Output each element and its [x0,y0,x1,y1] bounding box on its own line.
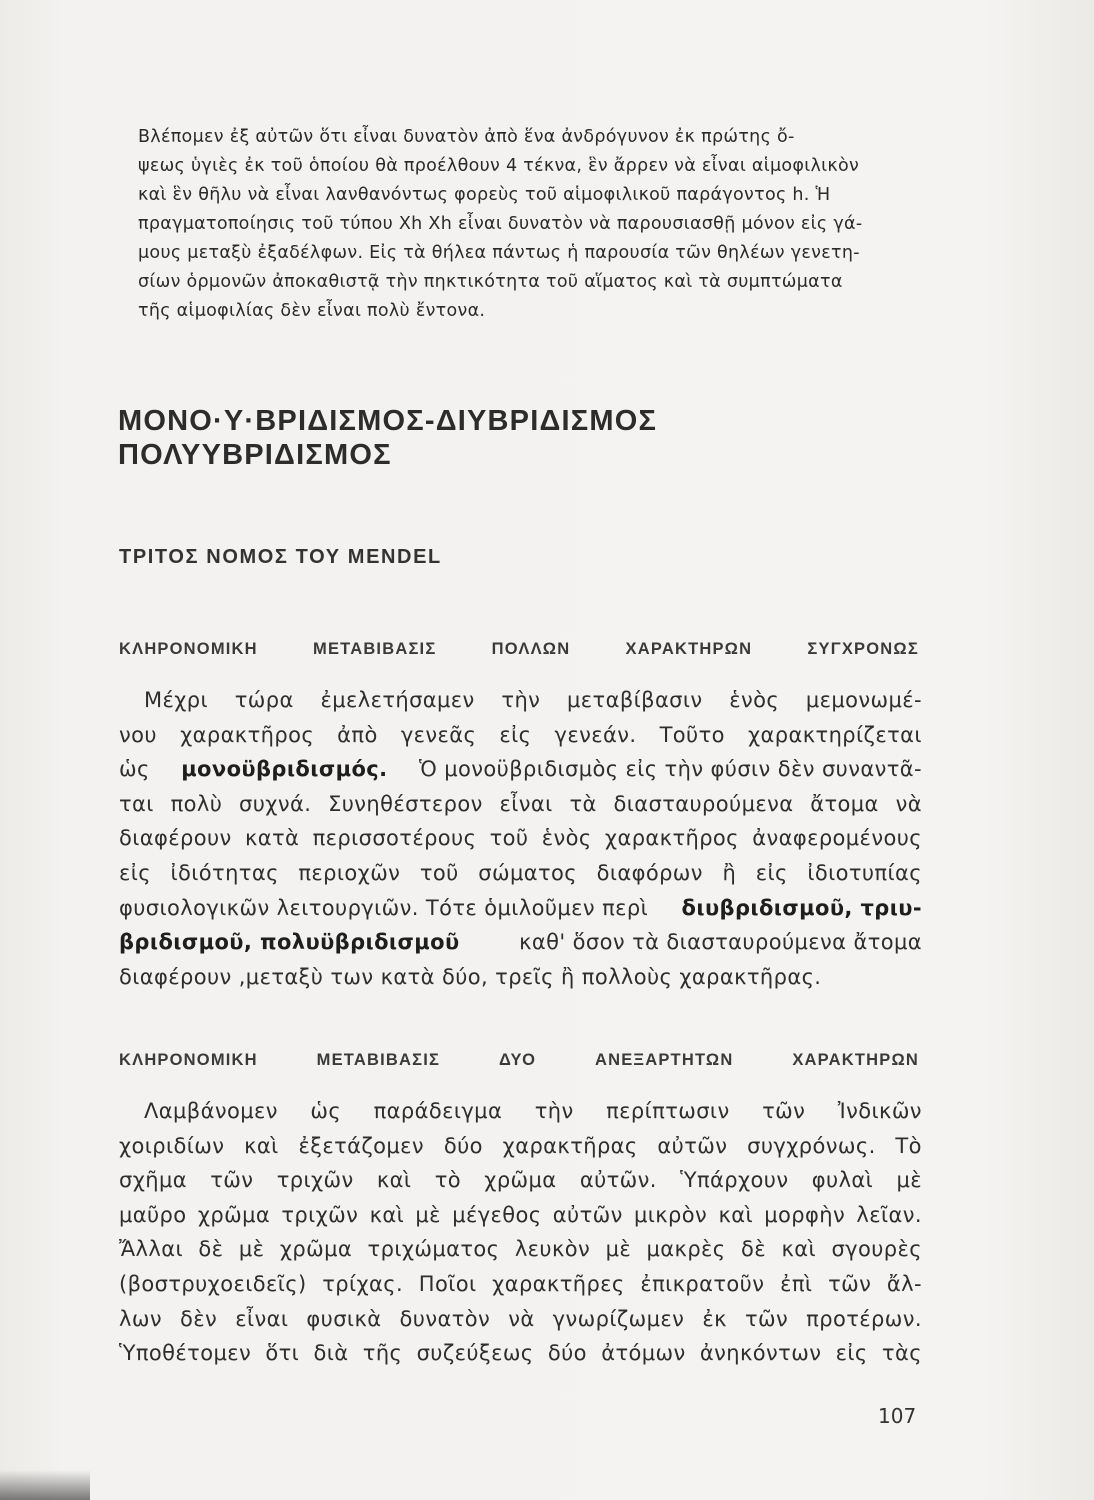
heading-word: ΜΕΤΑΒΙΒΑΣΙΣ [313,640,437,658]
word: Ὑποθέτομεν [119,1341,252,1366]
word: Μέχρι [144,688,209,712]
word: εἰς [755,860,788,885]
word: γενεάν. [554,722,637,747]
word: σώματος [478,860,578,885]
word: σχῆμα [119,1168,187,1193]
word: δὲν [180,1306,218,1331]
heading-word: ΠΟΛΛΩΝ [491,640,571,658]
text-line: Βλέπομεν ἐξ αὐτῶν ὅτι εἶναι δυνατὸν ἀπὸ ἕνα ἀνδρόγυνον ἐκ πρώτης ὄ- [138,127,795,147]
word: διαφέρουν [119,826,232,851]
word: ἐπικρατοῦν [640,1271,765,1296]
heading-word: ΑΝΕΞΑΡΤΗΤΩΝ [594,1051,734,1069]
word: μικρὸν [634,1202,708,1227]
word: καὶ [781,1237,816,1262]
word: χρῶμα [197,1202,271,1227]
text-line [119,1232,922,1267]
text-span: φυσιολογικῶν λειτουργιῶν. Τότε ὁμιλοῦμεν περὶ [119,895,649,920]
word: χαρακτῆρος [604,826,739,851]
heading-word: ΚΛΗΡΟΝΟΜΙΚΗ [119,640,258,658]
text-line: ψεως ὑγιὲς ἐκ τοῦ ὁποίου θὰ προέλθουν 4 τέκνα, ἓν ἄρρεν νὰ εἶναι αἱμοφιλικὸν [138,156,860,176]
bold-term: μονοϋβριδισμός. [181,757,388,782]
word: χαρακτηρίζεται [748,722,922,747]
page-number: 107 [878,1404,917,1428]
word: τώρα [234,688,294,712]
word: Ὑπάρχουν [680,1168,789,1193]
word: λεῖαν. [856,1202,922,1227]
word: μὲ [896,1168,922,1193]
text-line: καὶ ἓν θῆλυ νὰ εἶναι λανθανόντως φορεὺς τοῦ αἱμοφιλικοῦ παράγοντος h. Ἡ [138,185,831,205]
word: γενεᾶς [400,722,477,747]
word: τοῦ [489,826,529,851]
word: νὰ [895,791,922,816]
word: μαῦρο [119,1202,187,1227]
text-line: πραγματοποίησις τοῦ τύπου Xh Xh εἶναι δυνατὸν νὰ παρουσιασθῇ μόνον εἰς γά- [138,214,863,234]
word: χρῶμα [279,1237,353,1262]
text-line: σίων ὁρμονῶν ἀποκαθιστᾷ τὴν πηκτικότητα τοῦ αἵματος καὶ τὰ συμπτώματα [138,272,843,292]
word: περίπτωσιν [606,1099,730,1123]
word: μορφὴν [764,1202,846,1227]
word: εἰς [119,860,151,885]
word: δυνατὸν [399,1306,491,1331]
word: πολὺ [170,791,223,816]
text-line [119,787,922,822]
text-line [119,856,922,891]
heading-word: ΔΥΟ [498,1051,537,1069]
text-line: τῆς αἱμοφιλίας δὲν εἶναι πολὺ ἔντονα. [138,301,486,321]
word: ἐκ [702,1306,727,1331]
word: σγουρὲς [831,1237,922,1262]
word: ἰδιότητας [170,860,279,885]
word: μὲ [238,1237,265,1262]
word: μὲ [415,1202,441,1227]
text-line [119,1163,922,1198]
word: τῶν [744,1306,789,1331]
word: Ἰνδικῶν [837,1099,922,1123]
word: ἑνὸς [541,826,592,851]
word: καὶ [369,1202,405,1227]
word: ὅτι [265,1341,300,1366]
word: νου [119,722,157,747]
word: ἐπὶ [780,1271,813,1296]
chapter-title-line-1: ΜΟΝΟ·Υ·ΒΡΙΔΙΣΜΟΣ-ΔΙΥΒΡΙΔΙΣΜΟΣ [118,405,658,437]
heading-word: ΚΛΗΡΟΝΟΜΙΚΗ [119,1051,258,1069]
text-line [119,1336,922,1371]
word: ἑνὸς [729,688,780,712]
word: διαφόρων [596,860,703,885]
word: καὶ [244,1133,279,1158]
word: φυλαὶ [811,1168,874,1193]
text-line [119,718,922,753]
intro-paragraph [138,123,924,326]
word: ἀναφερομένους [752,826,922,851]
word: χαρακτῆρας [502,1133,638,1158]
word: τὰ [569,791,597,816]
section-1-paragraph [119,683,922,994]
word: αὐτῶν [657,1133,728,1158]
text-line [119,925,922,960]
section-heading-1 [119,640,919,659]
word: αὐτῶν [552,1202,623,1227]
word: διὰ [313,1341,349,1366]
word: Συνηθέστερον [328,791,483,816]
word: εἰς [835,1341,868,1366]
word: τὰς [881,1341,922,1366]
word: ἐξετάζομεν [298,1133,425,1158]
bold-term: βριδισμοῦ, πολυϋβριδισμοῦ [119,930,460,955]
word: διασταυρούμενα [613,791,794,816]
word: προτέρων. [806,1306,922,1331]
word: τριχῶν [281,1202,359,1227]
word: ἀνηκόντων [699,1341,822,1366]
section-heading-2 [119,1051,919,1070]
word: ἀπὸ [337,722,378,747]
word: χαρακτῆρες [492,1271,625,1296]
word: συζεύξεως [416,1341,534,1366]
word: τριχώματος [367,1237,500,1262]
word: ἢ [722,860,737,885]
word: τοῦ [419,860,459,885]
word: τρίχας. [322,1271,404,1296]
section-2-paragraph [119,1094,922,1371]
word: συχνά. [239,791,312,816]
text-span: ὡς [119,757,150,782]
heading-word: ΣΥΓΧΡΟΝΩΣ [807,640,919,658]
word: εἰς [499,722,532,747]
word: μὲ [605,1237,632,1262]
word: εἶναι [235,1306,289,1331]
word: δύο [443,1133,483,1158]
word: τῆς [362,1341,403,1366]
word: περιοχῶν [298,860,401,885]
scan-shadow [0,1470,90,1500]
word: τῶν [762,1099,806,1123]
text-span: Ὁ μονοϋβριδισμὸς εἰς τὴν φύσιν δὲν συναντᾶ- [418,757,922,782]
chapter-subtitle: ΤΡΙΤΟΣ ΝΟΜΟΣ ΤΟΥ MENDEL [119,546,442,568]
heading-word: ΧΑΡΑΚΤΗΡΩΝ [625,640,753,658]
text-span: καθ' ὅσον τὰ διασταυρούμενα ἄτομα [519,930,922,955]
word: τὴν [501,688,541,712]
word: κατὰ [244,826,300,851]
chapter-title-line-2: ΠΟΛΥΥΒΡΙΔΙΣΜΟΣ [118,439,392,471]
word: ἰδιοτυπίας [807,860,922,885]
word: εἶναι [499,791,553,816]
word: φυσικὰ [306,1306,382,1331]
word: δὲ [198,1237,224,1262]
word: περισσοτέρους [312,826,477,851]
word: δύο [547,1341,587,1366]
text-line: διαφέρουν ,μεταξὺ των κατὰ δύο, τρεῖς ἢ πολλοὺς χαρακτῆρας. [119,964,822,989]
word: ἐμελετήσαμεν [320,688,475,712]
text-line [119,821,922,856]
word: μεμονωμέ- [805,688,922,712]
text-line [119,1198,922,1233]
word: τριχῶν [276,1168,354,1193]
word: χρῶμα [484,1168,557,1193]
text-line [119,891,922,926]
word: δὲ [741,1237,766,1262]
word: μακρὲς [646,1237,726,1262]
word: λευκὸν [514,1237,591,1262]
word: μεταβίβασιν [567,688,703,712]
text-line [119,1302,922,1337]
heading-word: ΜΕΤΑΒΙΒΑΣΙΣ [316,1051,441,1069]
word: Τὸ [895,1133,922,1158]
word: νὰ [508,1306,535,1331]
word: ἄτομα [810,791,879,816]
word: ἀτόμων [601,1341,686,1366]
word: χοιριδίων [119,1133,225,1158]
chapter-title [118,404,938,472]
word: Λαμβάνομεν [144,1099,278,1123]
word: ἄλ- [886,1271,922,1296]
word: τὸ [434,1168,462,1193]
word: τὴν [534,1099,574,1123]
bold-term: διυβριδισμοῦ, τριυ- [681,895,922,920]
word: μέγεθος [452,1202,542,1227]
word: ὡς [310,1099,342,1123]
word: (βοστρυχοειδεῖς) [119,1271,307,1296]
word: Τοῦτο [659,722,725,747]
text-line: μους μεταξὺ ἐξαδέλφων. Εἰς τὰ θήλεα πάντως ἡ παρουσία τῶν θηλέων γενετη- [138,243,860,263]
word: τῶν [210,1168,254,1193]
word: λων [119,1306,162,1331]
text-line [119,752,922,787]
text-line [119,683,922,718]
text-line [119,1129,922,1164]
word: καὶ [718,1202,753,1227]
word: Ποῖοι [418,1271,477,1296]
word: καὶ [376,1168,412,1193]
word: τῶν [828,1271,872,1296]
word: γνωρίζωμεν [552,1306,685,1331]
word: χαρακτῆρος [180,722,315,747]
text-line [119,1094,922,1129]
word: συγχρόνως. [747,1133,876,1158]
text-line [119,1267,922,1302]
word: αὐτῶν. [579,1168,657,1193]
word: παράδειγμα [373,1099,503,1123]
word: Ἄλλαι [119,1237,183,1262]
heading-word: ΧΑΡΑΚΤΗΡΩΝ [792,1051,919,1069]
word: ται [119,791,154,816]
